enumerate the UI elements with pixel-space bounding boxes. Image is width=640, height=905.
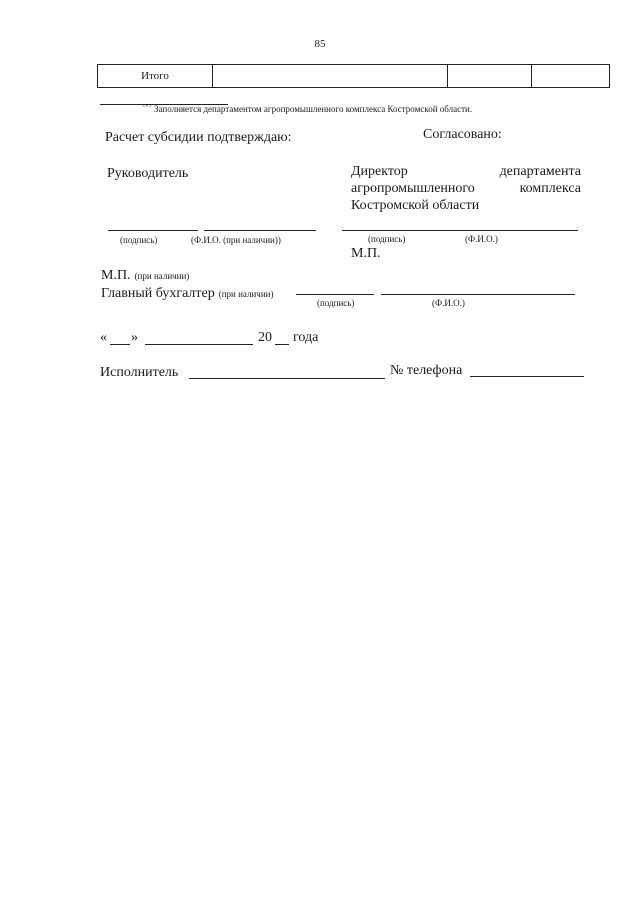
agreed-title: Согласовано: — [423, 127, 502, 142]
head-sign-caption: (подпись) — [120, 235, 158, 245]
head-stamp: М.П. — [101, 268, 131, 283]
head-stamp-line — [101, 266, 189, 284]
head-name-caption: (Ф.И.О. (при наличии)) — [191, 235, 281, 245]
head-name-line — [204, 230, 316, 231]
head-stamp-note: (при наличии) — [134, 271, 190, 281]
accountant-sign-caption: (подпись) — [317, 298, 355, 308]
department-word: департамента — [499, 164, 581, 179]
total-label-cell: Итого — [98, 65, 213, 88]
date-day-blank — [110, 344, 130, 345]
footnote-marker: <*> — [142, 104, 152, 110]
phone-label: № телефона — [390, 363, 463, 378]
accountant-name-line — [381, 294, 575, 295]
head-title: Руководитель — [107, 166, 189, 181]
executor-label: Исполнитель — [100, 365, 179, 380]
table-cell — [448, 65, 532, 88]
date-year-suffix: года — [293, 330, 319, 345]
region-line: Костромской области — [351, 198, 480, 213]
phone-blank — [470, 376, 584, 377]
date-open-quote: « — [100, 330, 107, 345]
table-cell — [213, 65, 448, 88]
confirm-title: Расчет субсидии подтверждаю: — [105, 130, 292, 145]
executor-blank — [189, 378, 385, 379]
director-sign-caption: (подпись) — [368, 234, 406, 244]
footnote-text: Заполняется департаментом агропромышленного комплекса Костромской области. — [154, 104, 473, 114]
accountant-label: Главный бухгалтер — [101, 286, 215, 301]
director-signature-line — [342, 230, 578, 231]
accountant-note: (при наличии) — [218, 289, 274, 299]
accountant-name-caption: (Ф.И.О.) — [432, 298, 465, 308]
date-month-blank — [145, 344, 253, 345]
page-number: 85 — [314, 38, 326, 50]
accountant-line — [101, 284, 273, 302]
director-word: Директор — [351, 164, 408, 179]
footnote — [142, 104, 472, 114]
director-line — [351, 164, 581, 180]
head-signature-line — [108, 230, 198, 231]
date-close-quote: » — [131, 330, 138, 345]
director-name-caption: (Ф.И.О.) — [465, 234, 498, 244]
table-cell — [532, 65, 610, 88]
accountant-signature-line — [296, 294, 374, 295]
complex-word: комплекса — [519, 181, 581, 196]
date-year-prefix: 20 — [258, 330, 272, 345]
date-year-blank — [275, 344, 289, 345]
agro-word: агропромышленного — [351, 181, 475, 196]
agro-line — [351, 181, 581, 197]
table-row — [98, 65, 610, 88]
director-stamp: М.П. — [351, 246, 381, 261]
total-table — [97, 64, 610, 88]
